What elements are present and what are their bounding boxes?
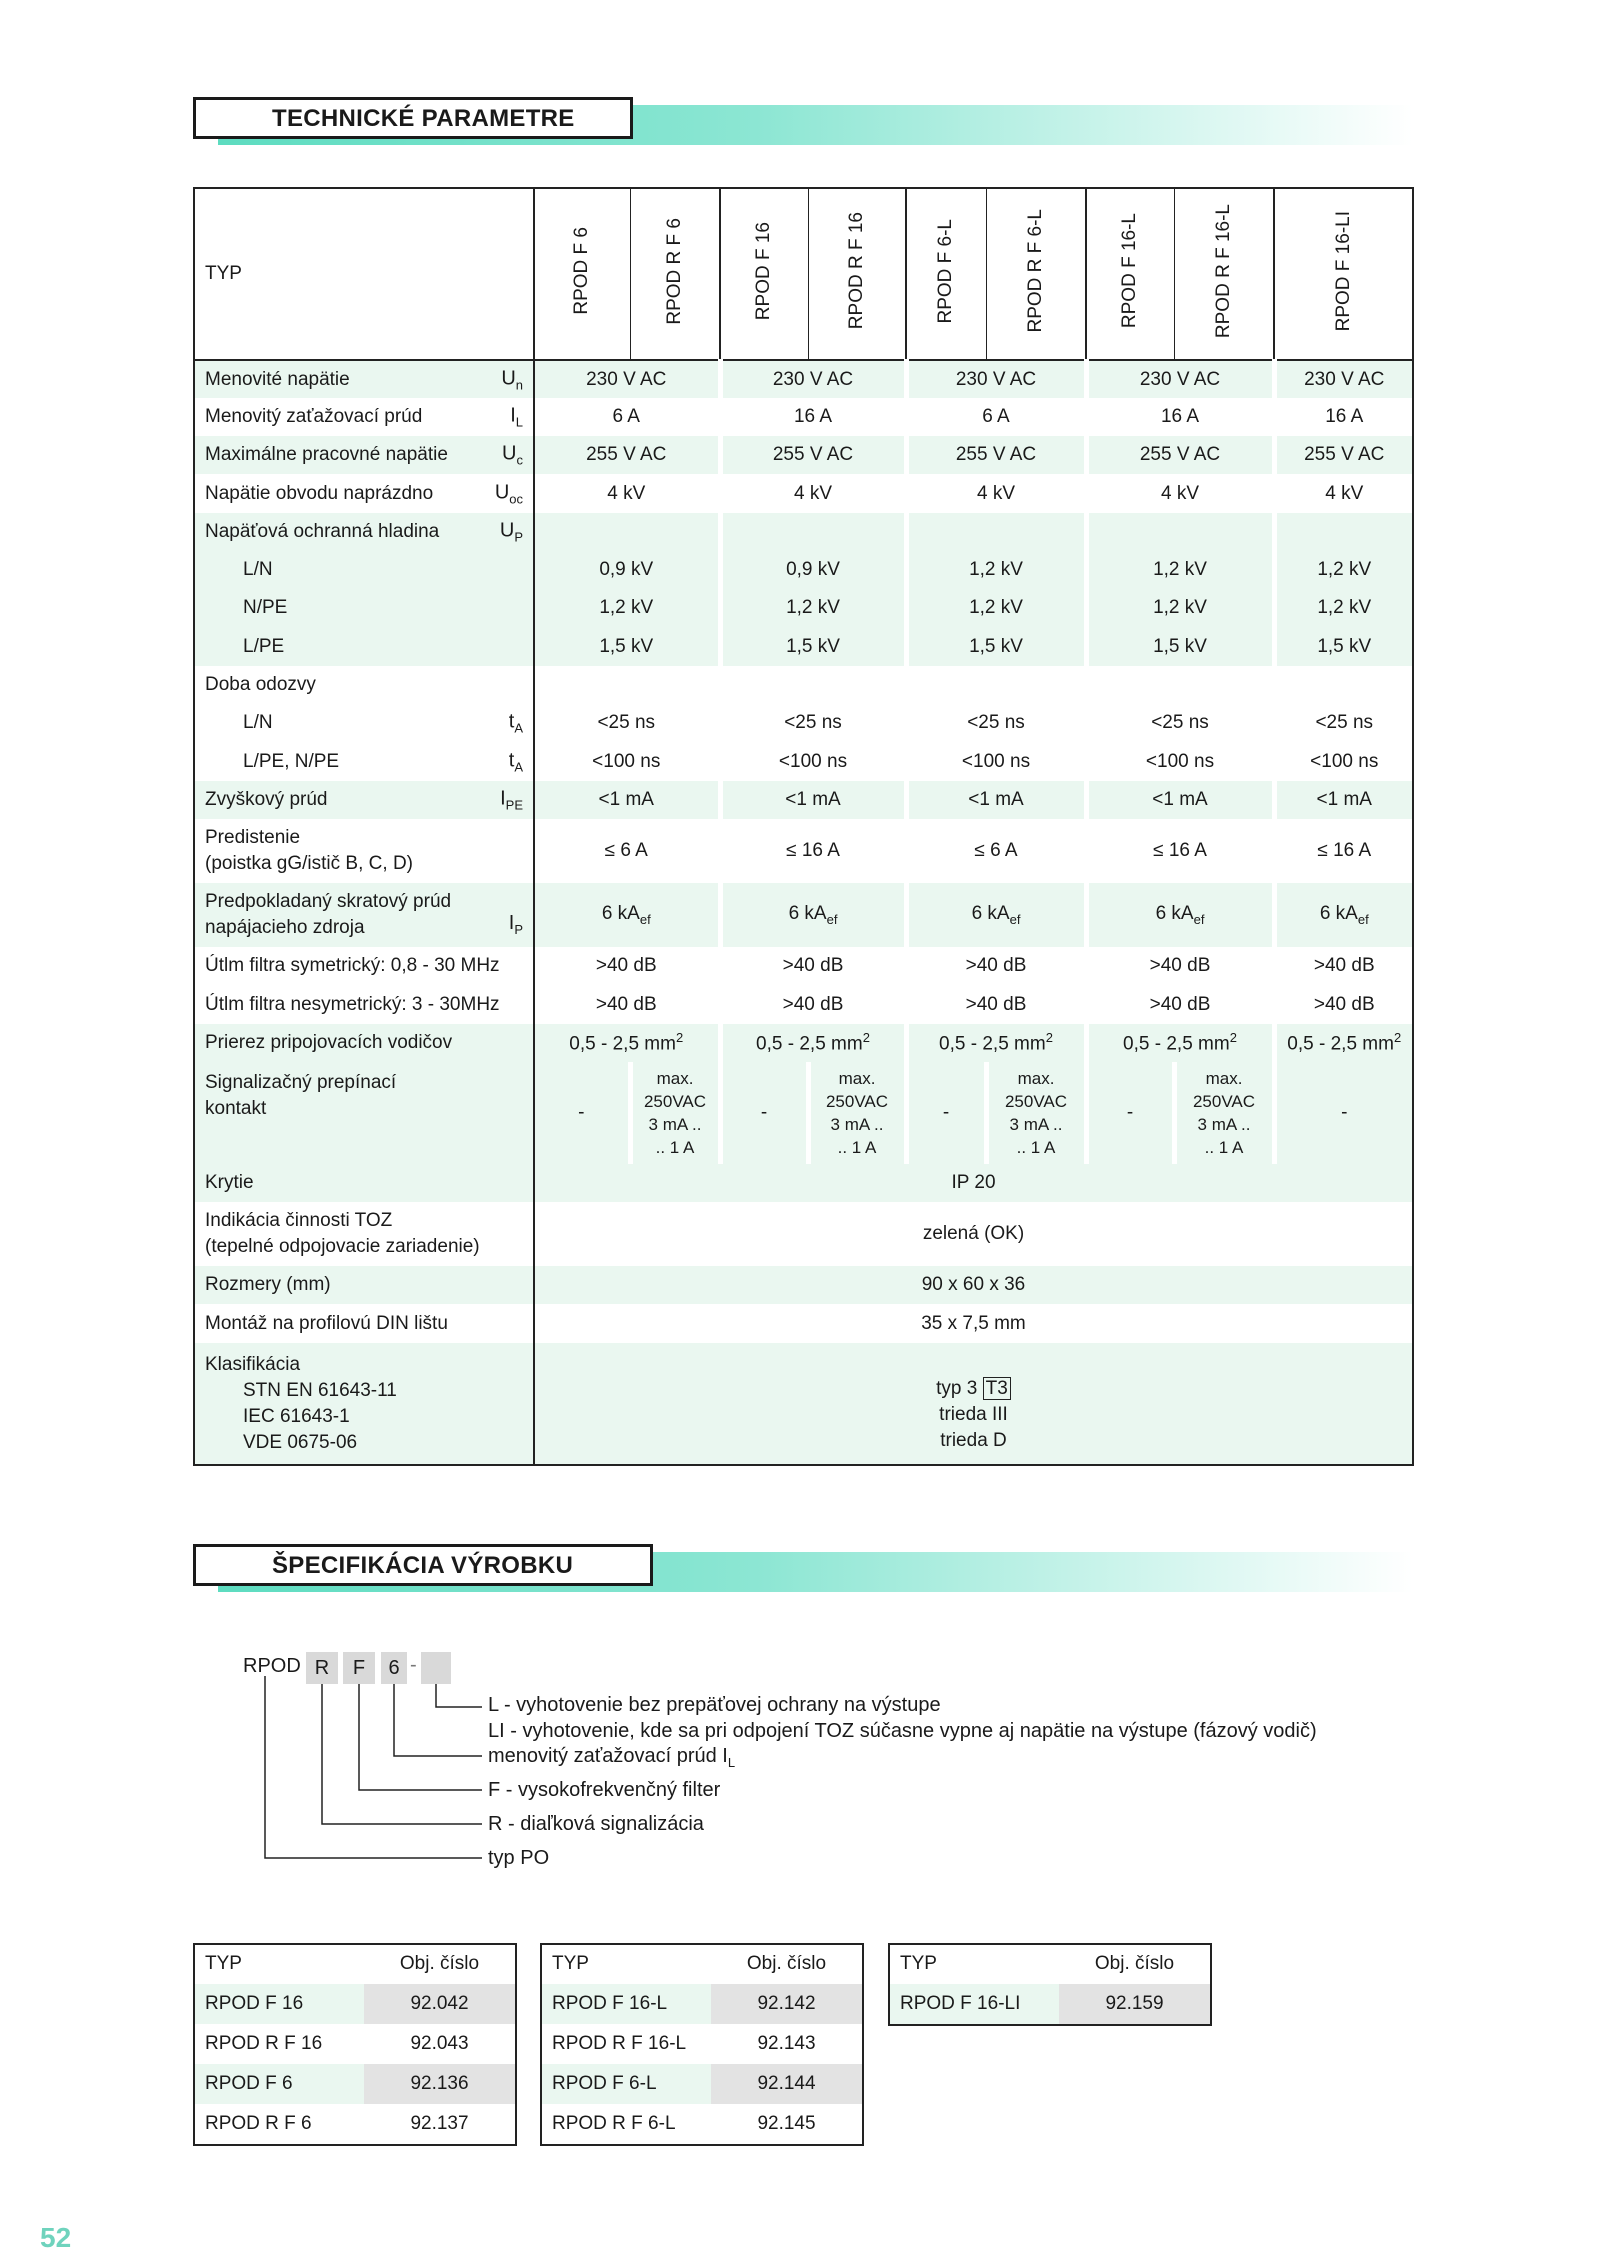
table-cell: 16 A [1086,398,1274,436]
type-header: RPOD R F 6-L [986,188,1086,360]
table-cell: 0,5 - 2,5 $mm^2$ [720,1024,906,1062]
table-cell: - [1274,1062,1413,1164]
legend-filter: F - vysokofrekvenčný filter [488,1779,721,1801]
row-indication [194,1202,1413,1266]
table-cell: - [906,1062,986,1164]
row-uc [194,436,1413,474]
row-ip [194,883,1413,947]
table-row: RPOD F 16-LI 92.159 [889,1984,1211,2026]
code-box-r: R [306,1652,338,1684]
table-cell: >40 dB [720,985,906,1024]
row-il [194,398,1413,436]
table-cell: <1 mA [534,781,720,819]
section-header-specification [193,1544,1413,1592]
table-cell: 6 $kA_{ef}$ [1086,883,1274,947]
table-cell: max. 250VAC 3 mA .. .. 1 A [986,1062,1086,1164]
table-cell: 90 x 60 x 36 [534,1266,1413,1304]
table-cell: Krytie [194,1164,534,1202]
table-cell: >40 dB [595,993,657,1015]
table-cell: 16 A [1274,398,1413,436]
table-cell: ≤ 6 A [906,819,1086,883]
section-header-technical [193,97,1413,145]
table-cell: 230 V AC [720,360,906,398]
table-cell [534,513,720,551]
table-cell: - [534,1062,630,1164]
table-cell: IP 20 [534,1164,1413,1202]
row-un [194,360,1413,398]
table-cell: <100 ns [592,750,661,772]
table-cell [906,513,1086,551]
table-cell: <100 ns [1274,742,1413,781]
table-cell: 1,2 kV [906,589,1086,627]
table-cell: >40 dB [720,947,906,985]
table-cell: <25 ns [597,712,656,733]
table-cell: Menovitý zaťažovací prúd $I_L$ [194,398,534,436]
table-cell: 255 V AC [1274,436,1413,474]
section-title-specification: ŠPECIFIKÁCIA VÝROBKU [193,1544,653,1586]
legend-remote: R - diaľková signalizácia [488,1813,704,1835]
table-cell: ≤ 16 A [720,819,906,883]
type-header: RPOD R F 16 [808,188,906,360]
row-up-lpe [194,627,1413,666]
table-cell: 16 A [720,398,906,436]
table-cell: 0,5 - 2,5 $mm^2$ [1086,1024,1274,1062]
code-legend [488,1692,1317,1744]
table-cell: >40 dB [906,947,1086,985]
table-row: RPOD F 16 92.042 [194,1984,516,2025]
code-box-f: F [343,1652,375,1684]
table-cell: <25 ns [1086,704,1274,742]
leader-filter [359,1684,482,1790]
table-cell: 6 $kA_{ef}$ [1274,883,1413,947]
legend-current: menovitý zaťažovací prúd $I_L$ [488,1745,736,1770]
table-cell: >40 dB [1086,947,1274,985]
table-cell: 1,2 kV [1086,551,1274,589]
row-sym-filter [194,947,1413,985]
row-signal-contact [194,1062,1413,1164]
legend-type: typ PO [488,1847,550,1869]
table-cell: Prierez pripojovacích vodičov [194,1024,534,1062]
table-row: RPOD F 16-L 92.142 [541,1984,863,2025]
table-cell: Útlm filtra nesymetrický: 3 - 30MHz [194,985,534,1024]
table-cell: <100 ns [906,742,1086,781]
type-header: RPOD F 6-L [906,188,986,360]
table-cell [1274,513,1413,551]
table-cell: Predpokladaný skratový prúd napájacieho zdroja $I_P$ [194,883,534,947]
table-cell: 1,2 kV [1086,589,1274,627]
row-ta-ln [194,704,1413,742]
table-row: RPOD R F 16 92.043 [205,2033,469,2054]
row-krytie [194,1164,1413,1202]
table-cell: Napätie obvodu naprázdno $U_{oc}$ [194,474,534,513]
table-cell: 1,2 kV [1274,589,1413,627]
table-cell [1086,666,1274,704]
row-doba [194,666,1413,704]
row-rozmery [194,1266,1413,1304]
table-cell: <25 ns [906,704,1086,742]
table-cell [1086,513,1274,551]
code-dash: - [410,1654,417,1676]
table-cell: 1,2 kV [1274,551,1413,589]
type-header: RPOD F 6 [534,188,630,360]
type-header: RPOD R F 16-L [1174,188,1274,360]
table-cell: Predistenie (poistka gG/istič B, C, D) [194,819,534,883]
table-cell: - [1086,1062,1174,1164]
table-cell: >40 dB [906,985,1086,1024]
table-cell: 1,5 kV [1274,627,1413,666]
table-row: RPOD R F 16-L 92.143 [552,2033,816,2054]
type-header: RPOD R F 6 [630,188,720,360]
table-cell: ≤ 16 A [1086,819,1274,883]
table-cell: 0,9 kV [534,551,720,589]
table-cell: Doba odozvy [194,666,534,704]
table-cell: max. 250VAC 3 mA .. .. 1 A [630,1062,720,1164]
table-cell: 255 V AC [906,436,1086,474]
table-cell [720,666,906,704]
table-cell: 1,5 kV [534,627,720,666]
typ-label: TYP [194,188,534,360]
table-cell: >40 dB [595,955,657,976]
table-cell: L/PE [194,627,534,666]
code-box-current: 6 [381,1652,407,1684]
table-row: RPOD R F 6 92.137 [205,2113,469,2134]
table-cell: 0,5 - 2,5 $mm^2$ [906,1024,1086,1062]
order-table-1 [193,1943,517,2146]
row-prierez [194,1024,1413,1062]
table-row: RPOD F 6 92.136 [194,2064,516,2104]
table-row: TYP Obj. číslo [541,1944,863,1984]
table-cell: Montáž na profilovú DIN lištu [194,1304,534,1343]
table-cell: 1,2 kV [720,589,906,627]
row-up-ln [194,551,1413,589]
table-cell: N/PE [194,589,534,627]
table-cell: 6 $kA_{ef}$ [534,883,720,947]
leader-current [394,1684,482,1756]
table-cell: ≤ 6 A [604,840,648,861]
table-cell: Zvyškový prúd $I_{PE}$ [194,781,534,819]
page-number: 52 [40,2222,72,2253]
table-cell: 4 kV [1086,474,1274,513]
table-cell: <1 mA [1086,781,1274,819]
code-box-variant [421,1652,451,1684]
table-cell: 0,5 - 2,5 $mm^2$ [534,1024,720,1062]
table-cell: Signalizačný prepínací kontakt [194,1062,534,1164]
table-cell: 6 A [612,406,640,427]
type-header: RPOD F 16-L [1086,188,1174,360]
table-cell: L/N [194,551,534,589]
table-cell: 230 V AC [1086,360,1274,398]
table-cell: >40 dB [1274,947,1413,985]
table-cell: <1 mA [720,781,906,819]
table-cell: 255 V AC [534,436,720,474]
table-cell: 1,2 kV [906,551,1086,589]
row-montaz [194,1304,1413,1343]
leader-type [265,1676,482,1858]
table-row: RPOD F 6-L 92.144 [541,2064,863,2104]
table-cell: 4 kV [1274,474,1413,513]
table-cell: 6 A [906,398,1086,436]
table-cell: <1 mA [906,781,1086,819]
row-klasifikacia [194,1343,1413,1465]
table-cell: 0,5 - 2,5 $mm^2$ [1274,1024,1413,1062]
table-cell: <100 ns [1086,742,1274,781]
table-cell: Indikácia činnosti TOZ (tepelné odpojovacie zariadenie) [194,1202,534,1266]
table-cell: 230 V AC [534,360,720,398]
leader-variant [436,1684,482,1707]
t3-box: T3 [983,1377,1011,1400]
table-cell: <1 mA [1274,781,1413,819]
row-up-npe [194,589,1413,627]
section-title-technical: TECHNICKÉ PARAMETRE [193,97,633,139]
table-cell: L/PE, N/PE $t_A$ [194,742,534,781]
table-cell: Menovité napätie $U_n$ [194,360,534,398]
row-nesym-filter [194,985,1413,1024]
table-cell: Rozmery (mm) [194,1266,534,1304]
table-cell [720,513,906,551]
table-cell: <25 ns [1274,704,1413,742]
order-table-3 [888,1943,1212,2026]
table-cell: 255 V AC [720,436,906,474]
table-cell: 35 x 7,5 mm [921,1312,1026,1334]
table-cell: 230 V AC [906,360,1086,398]
table-cell: Klasifikácia STN EN 61643-11 IEC 61643-1 VDE 0675-06 [194,1343,534,1465]
leader-remote [322,1684,482,1824]
table-cell: >40 dB [1274,985,1413,1024]
table-header-row [194,188,1413,360]
row-uoc [194,474,1413,513]
table-cell: >40 dB [1086,985,1274,1024]
table-cell: 6 $kA_{ef}$ [720,883,906,947]
table-cell: ≤ 16 A [1274,819,1413,883]
table-cell: 4 kV [607,482,646,504]
table-cell: 4 kV [720,474,906,513]
table-cell: 6 $kA_{ef}$ [906,883,1086,947]
table-cell: max. 250VAC 3 mA .. .. 1 A [1174,1062,1274,1164]
table-cell: Napäťová ochranná hladina $U_P$ [194,513,534,551]
table-cell: 0,9 kV [720,551,906,589]
table-cell: typ 3 T3 trieda III trieda D [534,1343,1413,1465]
row-ta-pe [194,742,1413,781]
table-row: TYP Obj. číslo [194,1944,516,1984]
table-cell: <100 ns [720,742,906,781]
table-cell: 255 V AC [1086,436,1274,474]
table-cell: Maximálne pracovné napätie $U_c$ [194,436,534,474]
table-cell: max. 250VAC 3 mA .. .. 1 A [808,1062,906,1164]
table-cell: zelená (OK) [922,1223,1025,1244]
table-cell: 1,5 kV [906,627,1086,666]
type-header: RPOD F 16-LI [1274,188,1413,360]
table-cell: 1,2 kV [534,589,720,627]
table-row: TYP Obj. číslo [889,1944,1211,1984]
legend-l: L - vyhotovenie bez prepäťovej ochrany na výstupe [488,1694,941,1716]
table-cell: 1,5 kV [1086,627,1274,666]
table-cell: - [720,1062,808,1164]
table-cell [1274,666,1413,704]
table-cell: 1,5 kV [720,627,906,666]
table-row: RPOD R F 6-L 92.145 [552,2113,816,2134]
table-cell [906,666,1086,704]
table-cell: Útlm filtra symetrický: 0,8 - 30 MHz [194,947,534,985]
table-cell: 4 kV [906,474,1086,513]
table-cell [534,666,720,704]
code-prefix: RPOD [243,1655,301,1677]
order-table-2 [540,1943,864,2146]
table-cell: 230 V AC [1274,360,1413,398]
row-pred [194,819,1413,883]
row-ipe [194,781,1413,819]
technical-parameters-table [193,187,1414,1466]
table-cell: <25 ns [720,704,906,742]
table-cell: L/N $t_A$ [194,704,534,742]
legend-li: LI - vyhotovenie, kde sa pri odpojení TOZ súčasne vypne aj napätie na výstupe (fázový vodič) [488,1720,1317,1742]
type-header: RPOD F 16 [720,188,808,360]
row-up [194,513,1413,551]
